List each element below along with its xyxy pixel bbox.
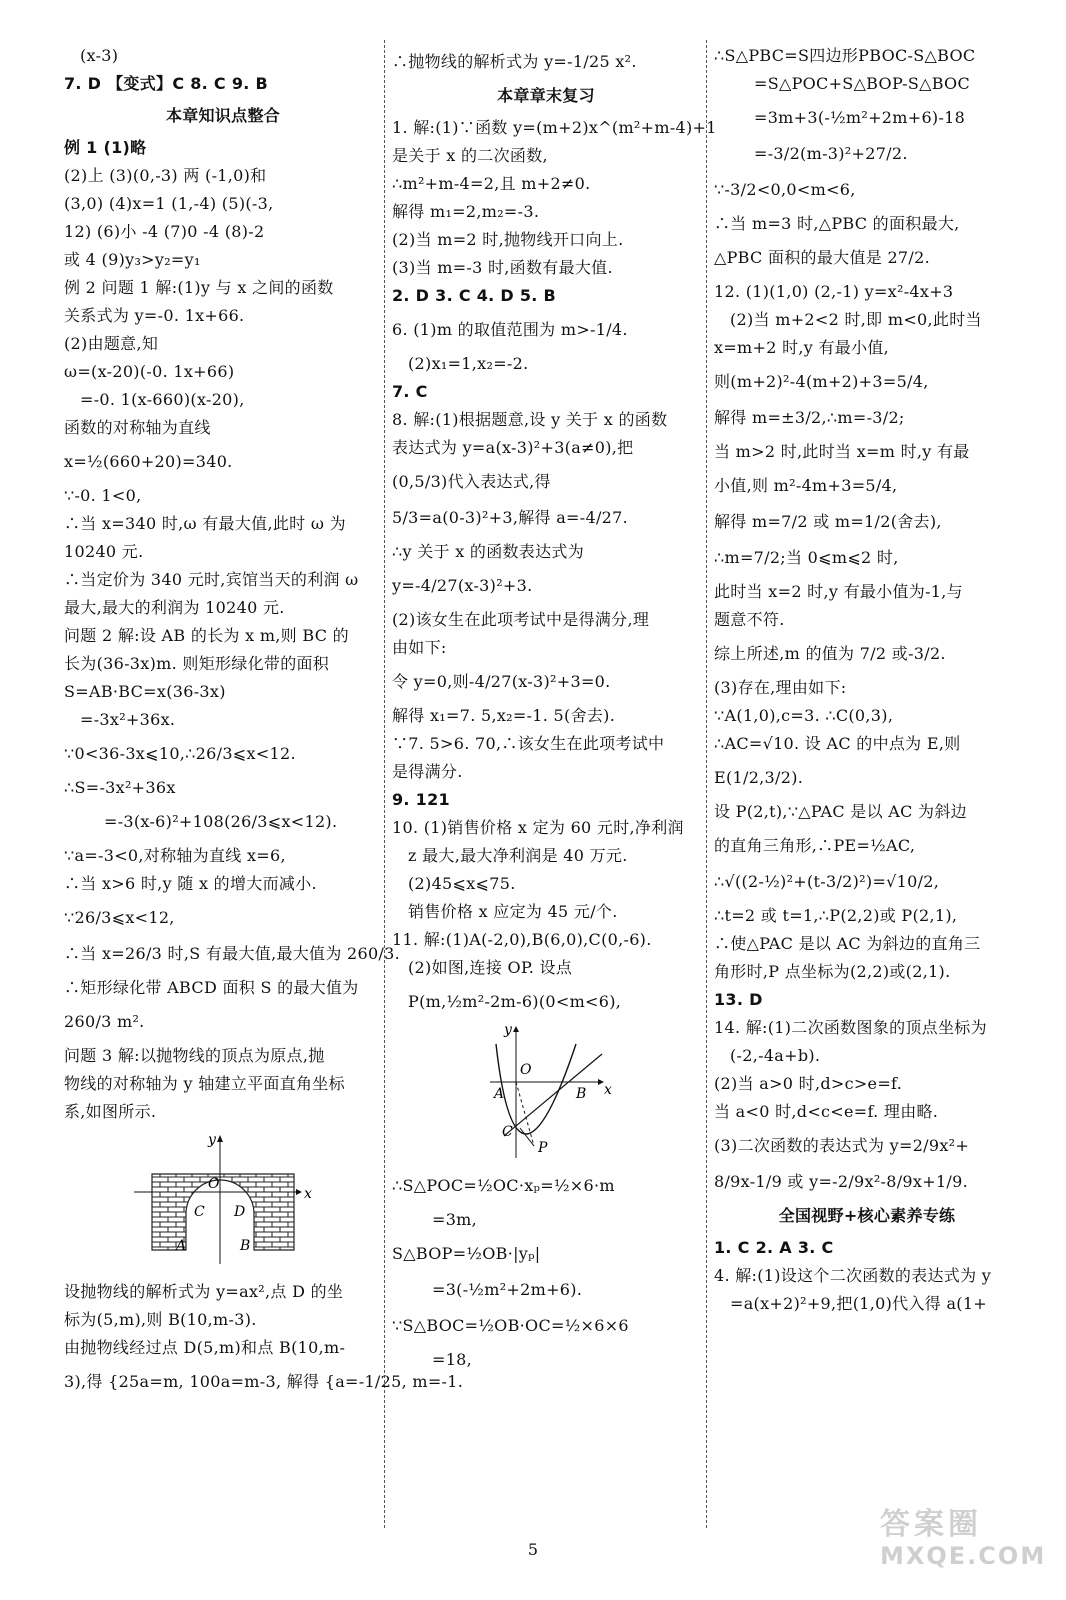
text-line: (2)如图,连接 OP. 设点 (408, 958, 573, 977)
text-line: 14. 解:(1)二次函数图象的顶点坐标为 (714, 1018, 987, 1037)
text-line: (3)存在,理由如下: (714, 678, 847, 697)
text-line: 设 P(2,t),∵△PAC 是以 AC 为斜边 (714, 802, 967, 821)
text-line: ∵7. 5>6. 70,∴该女生在此项考试中 (392, 734, 665, 753)
column-3 (714, 42, 1020, 1318)
watermark-logo (880, 1507, 1047, 1578)
answer-line: 7. D 【变式】C 8. C 9. B (64, 74, 269, 93)
text-line: 由如下: (392, 638, 447, 657)
bridge-label-d: D (234, 1204, 246, 1220)
text-line: z 最大,最大净利润是 40 万元. (408, 846, 628, 865)
bridge-label-x: x (304, 1186, 312, 1202)
column-divider (384, 40, 385, 1528)
text-line: ∴AC=√10. 设 AC 的中点为 E,则 (714, 734, 961, 753)
formula-line: P(m,½m²-2m-6)(0<m<6), (408, 992, 622, 1011)
text-line: 题意不符. (714, 610, 785, 629)
formula-line: E(1/2,3/2). (714, 768, 804, 787)
text-line: =S△POC+S△BOP-S△BOC (754, 74, 971, 93)
formula-line: ∵-3/2<0,0<m<6, (714, 180, 856, 199)
watermark-line-2: MXQE.COM (880, 1542, 1047, 1570)
text-line: ∴S=-3x²+36x (64, 778, 176, 797)
formula-line: 小值,则 m²-4m+3=5/4, (714, 476, 898, 495)
text-line: (3,0) (4)x=1 (1,-4) (5)(-3, (64, 194, 274, 213)
formula-line: (0,5/3)代入表达式,得 (392, 472, 551, 491)
formula-line: 6. (1)m 的取值范围为 m>-1/4. (392, 320, 628, 339)
text-line: 由抛物线经过点 D(5,m)和点 B(10,m- (64, 1338, 346, 1357)
text-line: (2)x₁=1,x₂=-2. (408, 354, 529, 373)
text-line: 最大,最大的利润为 10240 元. (64, 598, 285, 617)
text-line: ∴m²+m-4=2,且 m+2≠0. (392, 174, 591, 193)
text-line: 4. 解:(1)设这个二次函数的表达式为 y (714, 1266, 992, 1285)
formula-line: ∵26/3⩽x<12, (64, 908, 175, 927)
text-line: 10. (1)销售价格 x 定为 60 元时,净利润 (392, 818, 684, 837)
formula-line: y=-4/27(x-3)²+3. (392, 576, 533, 595)
section-heading: 本章知识点整合 (165, 106, 281, 125)
text-line: ∵a=-3<0,对称轴为直线 x=6, (64, 846, 286, 865)
formula-line: ∴S△POC=½OC·xₚ=½×6·m (392, 1176, 615, 1195)
formula-line: =-3/2(m-3)²+27/2. (754, 144, 908, 163)
formula-line: 综上所述,m 的值为 7/2 或-3/2. (714, 644, 946, 663)
bridge-label-o: O (208, 1176, 220, 1192)
bridge-label-y: y (208, 1132, 216, 1148)
formula-line: 的直角三角形,∴PE=½AC, (714, 836, 916, 855)
answer-line: 1. C 2. A 3. C (714, 1238, 834, 1257)
parabola-label-y: y (504, 1024, 512, 1038)
text-line: (3)当 m=-3 时,函数有最大值. (392, 258, 613, 277)
formula-line: 解得 m=±3/2,∴m=-3/2; (714, 408, 905, 427)
text-line: 问题 3 解:以抛物线的顶点为原点,抛 (64, 1046, 325, 1065)
formula-line: ∵0<36-3x⩽10,∴26/3⩽x<12. (64, 744, 296, 763)
bridge-label-c: C (194, 1204, 205, 1220)
text-line: =18, (432, 1350, 473, 1369)
answer-line: 13. D (714, 990, 763, 1009)
column-divider (706, 40, 707, 1528)
parabola-label-x: x (604, 1082, 612, 1098)
text-line: (2)该女生在此项考试中是得满分,理 (392, 610, 650, 629)
formula-line: x=½(660+20)=340. (64, 452, 233, 471)
parabola-diagram (392, 1024, 700, 1164)
formula-line: ∴抛物线的解析式为 y=-1/25 x². (392, 52, 637, 71)
formula-line: 5/3=a(0-3)²+3,解得 a=-4/27. (392, 508, 628, 527)
formula-line: 3),得 {25a=m, 100a=m-3, 解得 {a=-1/25, m=-1. (64, 1372, 464, 1391)
text-line: 销售价格 x 应定为 45 元/个. (408, 902, 618, 921)
text-line: (x-3) (80, 46, 119, 65)
text-line: (2)当 a>0 时,d>c>e=f. (714, 1074, 903, 1093)
formula-line: =3(-½m²+2m+6). (432, 1280, 583, 1299)
formula-line: 则(m+2)²-4(m+2)+3=5/4, (714, 372, 929, 391)
answer-line: 7. C (392, 382, 428, 401)
text-line: ∴使△PAC 是以 AC 为斜边的直角三 (714, 934, 981, 953)
text-line: ∴当 x=340 时,ω 有最大值,此时 ω 为 (64, 514, 346, 533)
page-number: 5 (527, 1540, 539, 1559)
text-line: 是得满分. (392, 762, 463, 781)
answer-line: 2. D 3. C 4. D 5. B (392, 286, 557, 305)
text-line: (2)由题意,知 (64, 334, 159, 353)
text-line: (2)当 m+2<2 时,即 m<0,此时当 (730, 310, 982, 329)
text-line: 解得 m₁=2,m₂=-3. (392, 202, 540, 221)
text-line: 设抛物线的解析式为 y=ax²,点 D 的坐 (64, 1282, 344, 1301)
formula-line: △PBC 面积的最大值是 27/2. (714, 248, 930, 267)
text-line: 解得 x₁=7. 5,x₂=-1. 5(舍去). (392, 706, 616, 725)
text-line: (2)上 (3)(0,-3) 两 (-1,0)和 (64, 166, 267, 185)
formula-line: 解得 m=7/2 或 m=1/2(舍去), (714, 512, 942, 531)
text-line: ∴当 x>6 时,y 随 x 的增大而减小. (64, 874, 317, 893)
text-line: =-3x²+36x. (80, 710, 176, 729)
formula-line: 260/3 m². (64, 1012, 145, 1031)
text-line: (2)45⩽x⩽75. (408, 874, 516, 893)
text-line: ∴y 关于 x 的函数表达式为 (392, 542, 585, 561)
text-line: ∵A(1,0),c=3. ∴C(0,3), (714, 706, 894, 725)
text-line: 表达式为 y=a(x-3)²+3(a≠0),把 (392, 438, 634, 457)
formula-line: =3m+3(-½m²+2m+6)-18 (754, 108, 966, 127)
parabola-label-c: C (502, 1124, 513, 1140)
formula-line: ∴√((2-½)²+(t-3/2)²)=√10/2, (714, 872, 940, 891)
formula-line: (3)二次函数的表达式为 y=2/9x²+ (714, 1136, 970, 1155)
parabola-label-b: B (576, 1086, 587, 1102)
text-line: 问题 2 解:设 AB 的长为 x m,则 BC 的 (64, 626, 349, 645)
formula-line: 令 y=0,则-4/27(x-3)²+3=0. (392, 672, 611, 691)
column-2 (392, 42, 717, 1374)
text-line: ∴矩形绿化带 ABCD 面积 S 的最大值为 (64, 978, 359, 997)
text-line: 是关于 x 的二次函数, (392, 146, 548, 165)
parabola-label-o: O (520, 1062, 532, 1078)
example-label: 例 1 (1)略 (64, 138, 147, 157)
section-heading: 全国视野+核心素养专练 (778, 1206, 956, 1225)
text-line: 12. (1)(1,0) (2,-1) y=x²-4x+3 (714, 282, 954, 301)
parabola-label-a: A (494, 1086, 505, 1102)
bridge-arch-figure (64, 1132, 382, 1272)
bridge-arch-diagram (64, 1132, 382, 1272)
text-line: 角形时,P 点坐标为(2,2)或(2,1). (714, 962, 951, 981)
watermark-line-1: 答案圈 (880, 1507, 982, 1542)
text-line: (-2,-4a+b). (730, 1046, 821, 1065)
formula-line: ∵S△BOC=½OB·OC=½×6×6 (392, 1316, 629, 1335)
text-line: (2)当 m=2 时,抛物线开口向上. (392, 230, 624, 249)
text-line: x=m+2 时,y 有最小值, (714, 338, 890, 357)
text-line: 或 4 (9)y₃>y₂=y₁ (64, 250, 201, 269)
text-line: =-0. 1(x-660)(x-20), (80, 390, 245, 409)
text-line: S=AB·BC=x(36-3x) (64, 682, 226, 701)
section-heading: 本章章末复习 (497, 86, 595, 105)
text-line: 系,如图所示. (64, 1102, 157, 1121)
formula-line: S△BOP=½OB·|yₚ| (392, 1244, 541, 1263)
bridge-label-b: B (240, 1238, 251, 1254)
text-line: 8. 解:(1)根据题意,设 y 关于 x 的函数 (392, 410, 668, 429)
text-line: 1. 解:(1)∵函数 y=(m+2)x^(m²+m-4)+1 (392, 118, 717, 137)
formula-line: 8/9x-1/9 或 y=-2/9x²-8/9x+1/9. (714, 1172, 968, 1191)
text-line: ω=(x-20)(-0. 1x+66) (64, 362, 235, 381)
parabola-label-p: P (538, 1140, 548, 1156)
text-line: 标为(5,m),则 B(10,m-3). (64, 1310, 257, 1329)
formula-line: =-3(x-6)²+108(26/3⩽x<12). (104, 812, 338, 831)
text-line: 关系式为 y=-0. 1x+66. (64, 306, 245, 325)
text-line: =3m, (432, 1210, 478, 1229)
text-line: ∴当 m=3 时,△PBC 的面积最大, (714, 214, 960, 233)
bridge-label-a: A (176, 1238, 187, 1254)
text-line: ∴当定价为 340 元时,宾馆当天的利润 ω (64, 570, 359, 589)
text-line: ∴S△PBC=S四边形PBOC-S△BOC (714, 46, 976, 65)
text-line: =a(x+2)²+9,把(1,0)代入得 a(1+ (730, 1294, 988, 1313)
text-line: 长为(36-3x)m. 则矩形绿化带的面积 (64, 654, 330, 673)
text-line: 物线的对称轴为 y 轴建立平面直角坐标 (64, 1074, 345, 1093)
text-line: 11. 解:(1)A(-2,0),B(6,0),C(0,-6). (392, 930, 652, 949)
formula-line: ∴当 x=26/3 时,S 有最大值,最大值为 260/3. (64, 944, 401, 963)
text-line: 当 a<0 时,d<c<e=f. 理由略. (714, 1102, 939, 1121)
text-line: 例 2 问题 1 解:(1)y 与 x 之间的函数 (64, 278, 334, 297)
text-line: ∴t=2 或 t=1,∴P(2,2)或 P(2,1), (714, 906, 958, 925)
text-line: 此时当 x=2 时,y 有最小值为-1,与 (714, 582, 963, 601)
text-line: 10240 元. (64, 542, 144, 561)
text-line: 函数的对称轴为直线 (64, 418, 211, 437)
text-line: 12) (6)小 -4 (7)0 -4 (8)-2 (64, 222, 265, 241)
parabola-figure (392, 1024, 700, 1164)
formula-line: ∴m=7/2;当 0⩽m⩽2 时, (714, 548, 899, 567)
answer-line: 9. 121 (392, 790, 450, 809)
text-line: 当 m>2 时,此时当 x=m 时,y 有最 (714, 442, 970, 461)
text-line: ∵-0. 1<0, (64, 486, 142, 505)
